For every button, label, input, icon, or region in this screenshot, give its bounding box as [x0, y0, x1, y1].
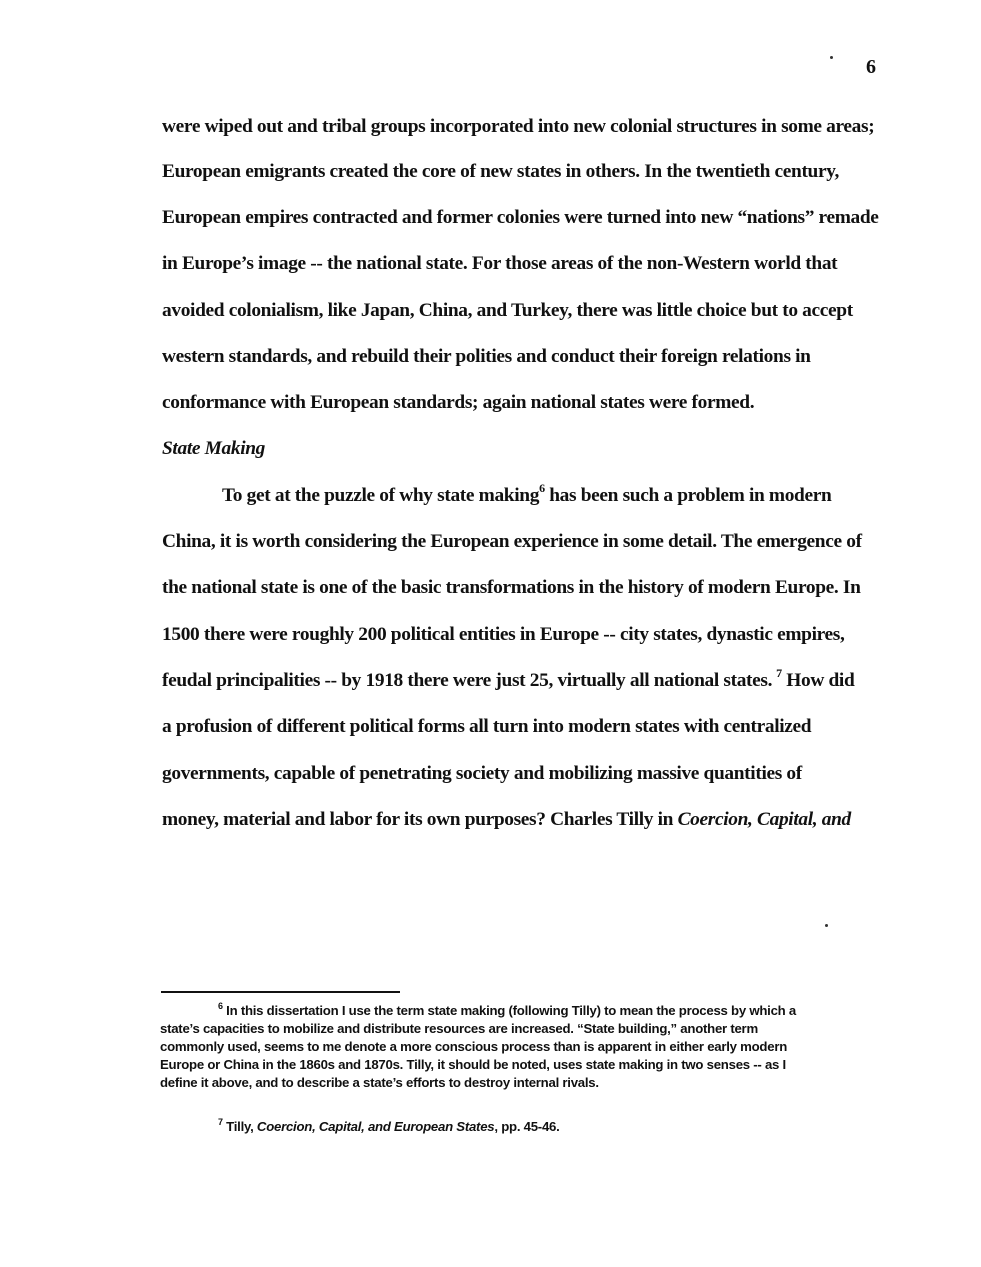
- body-line: were wiped out and tribal groups incorporated into new colonial structures in some areas;: [162, 116, 875, 137]
- body-line: avoided colonialism, like Japan, China, and Turkey, there was little choice but to accept: [162, 300, 853, 321]
- body-line: conformance with European standards; again national states were formed.: [162, 392, 755, 413]
- footnote-6-line: [218, 1002, 796, 1020]
- footnote-marker-7: 7: [218, 1117, 223, 1127]
- text-run: has been such a problem in modern: [544, 485, 832, 506]
- footnote-separator: [161, 991, 400, 993]
- book-title: Coercion, Capital, and European States: [256, 1119, 495, 1134]
- body-line: European emigrants created the core of new states in others. In the twentieth century,: [162, 161, 840, 182]
- footnote-ref-6[interactable]: 6: [539, 481, 545, 495]
- footnote-6-line: Europe or China in the 1860s and 1870s. Tilly, it should be noted, uses state making in two senses -- as I: [160, 1057, 786, 1072]
- text-run: To get at the puzzle of why state making: [222, 485, 540, 506]
- text-run: money, material and labor for its own purposes? Charles Tilly in: [162, 809, 678, 830]
- book-title: Coercion, Capital, and: [677, 809, 851, 830]
- text-run: In this dissertation I use the term state making (following Tilly) to mean the process by which a: [222, 1003, 796, 1018]
- body-line: 1500 there were roughly 200 political entities in Europe -- city states, dynastic empires,: [162, 624, 845, 645]
- body-line: [162, 666, 854, 696]
- body-line: a profusion of different political forms all turn into modern states with centralized: [162, 716, 812, 737]
- scan-speck: [830, 56, 833, 59]
- footnote-6-line: state’s capacities to mobilize and distribute resources are increased. “State building,” another term: [160, 1021, 758, 1036]
- body-line: the national state is one of the basic transformations in the history of modern Europe. In: [162, 577, 861, 598]
- footnote-7-line: [218, 1118, 560, 1136]
- text-run: feudal principalities -- by 1918 there were just 25, virtually all national states.: [162, 670, 773, 691]
- footnote-ref-7[interactable]: 7: [776, 666, 782, 680]
- body-line: western standards, and rebuild their polities and conduct their foreign relations in: [162, 346, 811, 367]
- body-line: governments, capable of penetrating society and mobilizing massive quantities of: [162, 763, 802, 784]
- text-run: , pp. 45-46.: [494, 1119, 560, 1134]
- body-line: in Europe’s image -- the national state. For those areas of the non-Western world that: [162, 253, 838, 274]
- body-line: [162, 805, 851, 835]
- page-number: 6: [866, 56, 876, 78]
- text-run: How did: [781, 670, 855, 691]
- scan-speck: [825, 924, 828, 927]
- body-line: [222, 481, 831, 511]
- text-run: Tilly,: [222, 1119, 257, 1134]
- footnote-6-line: define it above, and to describe a state’s efforts to destroy internal rivals.: [160, 1075, 599, 1090]
- footnote-marker-6: 6: [218, 1001, 223, 1011]
- footnote-6-line: commonly used, seems to me denote a more conscious process than is apparent in either early modern: [160, 1039, 788, 1054]
- section-heading: State Making: [162, 438, 266, 459]
- body-line: China, it is worth considering the European experience in some detail. The emergence of: [162, 531, 862, 552]
- body-line: European empires contracted and former colonies were turned into new “nations” remade: [162, 207, 879, 228]
